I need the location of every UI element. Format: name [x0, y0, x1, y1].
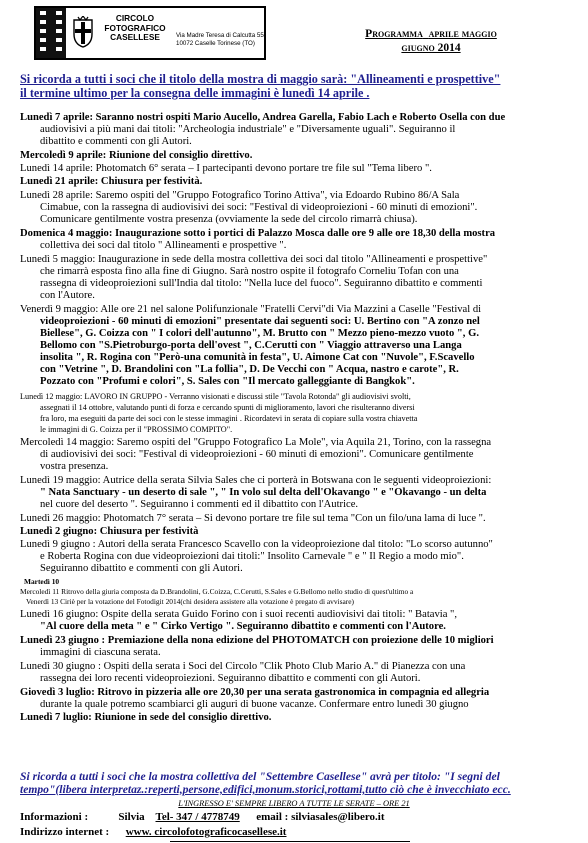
- schedule-line: con l'Autore.: [40, 290, 95, 301]
- website-line: [20, 826, 286, 838]
- schedule-line: rassegna di videoproiezioni sull'India dal titolo: "Nella luce del fuoco". Seguiranno dibattito e commenti: [40, 278, 483, 289]
- schedule-line: le immagini di G. Coizza per il "PROSSIMO COMPITO".: [40, 425, 233, 434]
- contact-info: [20, 811, 385, 823]
- schedule-line: Lunedì 2 giugno: Chiusura per festività: [20, 526, 199, 537]
- schedule-line: assegnati il 14 ottobre, valutando punti di forza e cercando spunti di miglioramento, lavori che risulteranno diversi: [40, 403, 415, 412]
- schedule-line: videoproiezioni - 60 minuti di emozioni" presentate dai seguenti soci: U. Bertino con "A zonzo nel: [40, 316, 480, 327]
- schedule-line: di audiovisivi dei soci: "Festival di videoproiezioni - 60 minuti di emozioni". Comunicare gentilmente: [40, 449, 474, 460]
- coat-of-arms-icon: [72, 16, 94, 48]
- schedule-line: dibattito e commenti con gli Autori.: [40, 136, 192, 147]
- entry-note: L'INGRESSO E' SEMPRE LIBERO A TUTTE LE SERATE – ORE 21: [178, 799, 410, 808]
- closing-notice: Si ricorda a tutti i soci che la mostra collettiva del "Settembre Casellese" avrà per titolo: "I segni del tempo"(libera interpretaz.:reperti,persone,edifici,monum.storici,rottami,tutto ciò che è invecchiato ecc.: [20, 770, 511, 796]
- schedule-line: Mercoledì 9 aprile: Riunione del consiglio direttivo.: [20, 150, 253, 161]
- schedule-line: con "Vetrine ", D. Brandolini con "La follia", D. De Vecchi con " Acqua, nastro e carote", R.: [40, 364, 459, 375]
- schedule-line: Mercoledì 11 Ritrovo della giuria composta da D.Brandolini, G.Coizza, C.Cerutti, S.Sales e G.Bellomo nello studio di quest'ultimo a: [20, 587, 414, 596]
- schedule-line: Venerdì 9 maggio: Alle ore 21 nel salone Polifunzionale "Fratelli Cervi"di Via Mazzini a Caselle "Festival di: [20, 304, 482, 315]
- schedule-line: Lunedì 21 aprile: Chiusura per festività.: [20, 176, 203, 187]
- divider: [170, 841, 410, 842]
- schedule-line: Domenica 4 maggio: Inaugurazione sotto i portici di Palazzo Mosca dalle ore 9 alle ore 18,30 della mostra: [20, 228, 496, 239]
- schedule-line: Lunedì 23 giugno : Premiazione della nona edizione del PHOTOMATCH con proiezione delle 10 migliori: [20, 635, 494, 646]
- schedule-line: immagini di ciascuna serata.: [40, 647, 161, 658]
- schedule-line: "Al cuore della meta " e " Cirko Vertigo ". Seguiranno dibattito e commenti con l'Autore.: [40, 621, 446, 632]
- schedule-line: e Roberta Rogina con due videoproiezioni dai titoli:" Insolito Carnevale " e " Il Regio a modo mio".: [40, 551, 464, 562]
- schedule-line: Biellese", G. Coizza con " I colori dell'autunno", M. Brutto con " Mezzo pieno-mezzo vuoto ", G.: [40, 328, 479, 339]
- schedule-line: Mercoledì 14 maggio: Saremo ospiti del "Gruppo Fotografico La Mole", via Aquila 21, Torino, con la rassegna: [20, 437, 492, 448]
- info-name: Silvia: [118, 811, 145, 823]
- schedule-line: Lunedì 28 aprile: Saremo ospiti del "Gruppo Fotografico Torino Attiva", via Edoardo Rubino 86/A Sala: [20, 190, 460, 201]
- info-label: Informazioni :: [20, 811, 89, 823]
- schedule-line: Comunicare gentilmente vostra presenza (ovviamente la sede del circolo rimarrà chiusa).: [40, 214, 418, 225]
- club-logo: [34, 6, 266, 60]
- club-address: Via Madre Teresa di Calcutta 55 10072 Caselle Torinese (TO): [176, 32, 264, 47]
- schedule-line: nel cuore del deserto ". Seguiranno i commenti ed il dibattito con l'Autrice.: [40, 499, 359, 510]
- schedule-line: Venerdì 13 Ciriè per la votazione del Fotodigit 2014(chi desidera assistere alla votazione è pregato di avvisare): [26, 597, 354, 606]
- exhibition-notice: Si ricorda a tutti i soci che il titolo della mostra di maggio sarà: "Allineamenti e prospettive" il termine ultimo per la consegna delle immagini è lunedì 14 aprile .: [20, 72, 501, 100]
- schedule-line: " Nata Sanctuary - un deserto di sale ", " In volo sul delta dell'Okavango " e "Okavango - un delta: [40, 487, 487, 498]
- schedule-line: Cimabue, con la rassegna di audiovisivi dei soci: "Festival di videoproiezioni - 60 minuti di emozioni".: [40, 202, 478, 213]
- club-name: CIRCOLO FOTOGRAFICO CASELLESE: [104, 13, 166, 42]
- website-link[interactable]: www. circolofotograficocasellese.it: [125, 826, 287, 838]
- schedule-line: Lunedì 26 maggio: Photomatch 7° serata – Si devono portare tre file sul tema "Con un filo/una lama di luce ".: [20, 513, 486, 524]
- page-title: Programma aprile maggio giugno 2014: [365, 28, 497, 54]
- schedule-line: durante la quale potremo scambiarci gli auguri di buone vacanze. Confermare entro lunedì 30 giugno: [40, 699, 469, 710]
- schedule-line: Giovedì 3 luglio: Ritrovo in pizzeria alle ore 20,30 per una serata gastronomica in compagnia ed allegria: [20, 687, 490, 698]
- schedule-line: Lunedì 16 giugno: Ospite della serata Guido Forino con i suoi recenti audiovisivi dai titoli: " Batavia ",: [20, 609, 458, 620]
- schedule-line: Lunedì 7 aprile: Saranno nostri ospiti Mario Aucello, Andrea Garella, Fabio Lach e Roberto Osella con due: [20, 112, 506, 123]
- info-email[interactable]: email : silviasales@libero.it: [256, 811, 385, 823]
- schedule-line: rassegna dei loro recenti videoproiezioni. Seguiranno dibattito e commenti con gli Autori.: [40, 673, 421, 684]
- schedule-line: audiovisivi a più mani dai titoli: "Archeologia industriale" e "Diversamente uguali". Seguiranno il: [40, 124, 456, 135]
- schedule-line: insolita ", R. Rogina con "Però-una comunità in festa", U. Aimone Cat con "Nuvole", F.Scavello: [40, 352, 475, 363]
- schedule-line: Lunedì 12 maggio: LAVORO IN GRUPPO - Verranno visionati e discussi stile "Tavola Rotonda" gli audiovisivi svolti,: [20, 392, 411, 401]
- schedule-line: Seguiranno dibattito e commenti con gli Autori.: [40, 563, 243, 574]
- schedule-line: collettiva dei soci dal titolo " Allineamenti e prospettive ".: [40, 240, 287, 251]
- schedule-line: Lunedì 19 maggio: Autrice della serata Silvia Sales che ci porterà in Botswana con le seguenti videoproiezioni:: [20, 475, 492, 486]
- schedule-line: Martedì 10: [24, 577, 60, 586]
- schedule-line: Lunedì 30 giugno : Ospiti della serata i Soci del Circolo "Clik Photo Club Mario A." di Pianezza con una: [20, 661, 466, 672]
- web-label: Indirizzo internet :: [20, 826, 110, 838]
- schedule-line: Lunedì 7 luglio: Riunione in sede del consiglio direttivo.: [20, 712, 272, 723]
- schedule-line: Lunedì 14 aprile: Photomatch 6° serata – I partecipanti devono portare tre file sul "Tema libero ".: [20, 163, 432, 174]
- schedule-line: fra loro, ma eseguiti da parte dei soci con le stesse immagini . Ricordatevi in serata di copiare sulla vostra chiavetta: [40, 414, 418, 423]
- schedule-line: vostra presenza.: [40, 461, 109, 472]
- schedule-line: che rimarrà esposta fino alla fine di Giugno. Sarà nostro ospite il fotografo Corneliu Tofan con una: [40, 266, 459, 277]
- schedule-line: Lunedì 5 maggio: Inaugurazione in sede della mostra collettiva dei soci dal titolo "Allineamenti e prospettive": [20, 254, 488, 265]
- schedule-line: Pozzato con "Profumi e colori", S. Sales con "Il mercato galleggiante di Bangkok".: [40, 376, 415, 387]
- info-phone: Tel- 347 / 4778749: [155, 811, 240, 823]
- schedule-line: Bellomo con "S.Pietroburgo-porta dell'ovest ", C.Cerutti con " Viaggio attraverso una Langa: [40, 340, 462, 351]
- schedule-line: Lunedì 9 giugno : Autori della serata Francesco Scavello con la videoproiezione dal titolo: "Lo scorso autunno": [20, 539, 493, 550]
- film-strip-icon: [36, 8, 66, 58]
